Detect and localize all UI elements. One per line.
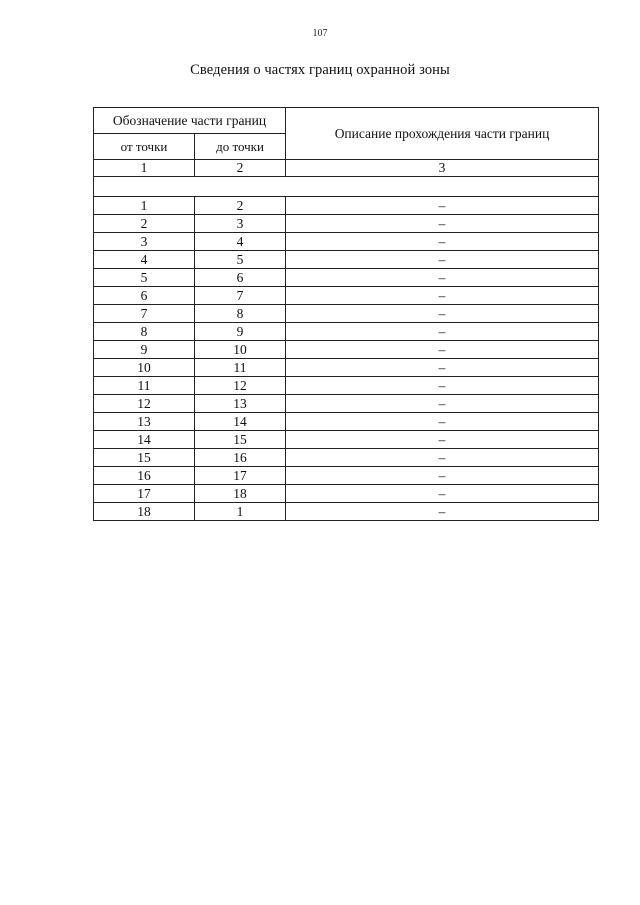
description-cell: – (286, 197, 599, 215)
description-cell: – (286, 413, 599, 431)
description-cell: – (286, 503, 599, 521)
table-row (94, 449, 599, 467)
table-row (94, 305, 599, 323)
description-cell: – (286, 269, 599, 287)
to-point-cell: 6 (195, 269, 286, 287)
description-cell: – (286, 431, 599, 449)
description-cell: – (286, 305, 599, 323)
description-cell: – (286, 449, 599, 467)
to-point-cell: 18 (195, 485, 286, 503)
to-point-cell: 4 (195, 233, 286, 251)
to-point-cell: 15 (195, 431, 286, 449)
description-cell: – (286, 395, 599, 413)
to-point-cell: 5 (195, 251, 286, 269)
description-cell: – (286, 377, 599, 395)
header-row (94, 108, 599, 134)
description-cell: – (286, 251, 599, 269)
to-point-cell: 2 (195, 197, 286, 215)
from-point-cell: 6 (94, 287, 195, 305)
to-point-cell: 13 (195, 395, 286, 413)
table-row (94, 503, 599, 521)
from-point-cell: 1 (94, 197, 195, 215)
to-point-cell: 16 (195, 449, 286, 467)
from-point-cell: 8 (94, 323, 195, 341)
from-point-cell: 11 (94, 377, 195, 395)
to-point-cell: 1 (195, 503, 286, 521)
from-point-cell: 2 (94, 215, 195, 233)
description-cell: – (286, 233, 599, 251)
to-point-cell: 11 (195, 359, 286, 377)
table-row (94, 323, 599, 341)
from-point-cell: 15 (94, 449, 195, 467)
to-point-header: до точки (195, 134, 286, 160)
column-number: 3 (286, 160, 599, 177)
table-row (94, 251, 599, 269)
column-number: 1 (94, 160, 195, 177)
from-point-cell: 5 (94, 269, 195, 287)
from-point-cell: 10 (94, 359, 195, 377)
table-row (94, 413, 599, 431)
designation-header: Обозначение части границ (94, 108, 286, 134)
description-cell: – (286, 323, 599, 341)
description-cell: – (286, 215, 599, 233)
from-point-cell: 16 (94, 467, 195, 485)
table-row (94, 197, 599, 215)
table-row (94, 467, 599, 485)
table-row (94, 341, 599, 359)
boundaries-table (93, 107, 599, 521)
description-cell: – (286, 359, 599, 377)
to-point-cell: 8 (195, 305, 286, 323)
from-point-cell: 3 (94, 233, 195, 251)
from-point-cell: 9 (94, 341, 195, 359)
to-point-cell: 12 (195, 377, 286, 395)
to-point-cell: 10 (195, 341, 286, 359)
from-point-cell: 17 (94, 485, 195, 503)
to-point-cell: 14 (195, 413, 286, 431)
column-number-row (94, 160, 599, 177)
table-row (94, 395, 599, 413)
to-point-cell: 3 (195, 215, 286, 233)
description-cell: – (286, 485, 599, 503)
from-point-cell: 7 (94, 305, 195, 323)
to-point-cell: 9 (195, 323, 286, 341)
table-row (94, 359, 599, 377)
table-row (94, 431, 599, 449)
section-label (94, 177, 599, 197)
description-cell: – (286, 341, 599, 359)
from-point-cell: 14 (94, 431, 195, 449)
from-point-cell: 13 (94, 413, 195, 431)
from-point-cell: 18 (94, 503, 195, 521)
to-point-cell: 7 (195, 287, 286, 305)
section-row (94, 177, 599, 197)
page-number: 107 (312, 28, 328, 39)
table-row (94, 377, 599, 395)
description-cell: – (286, 467, 599, 485)
table-row (94, 233, 599, 251)
from-point-cell: 4 (94, 251, 195, 269)
table-row (94, 269, 599, 287)
description-header: Описание прохождения части границ (286, 108, 599, 160)
table-row (94, 215, 599, 233)
column-number: 2 (195, 160, 286, 177)
page-title: Сведения о частях границ охранной зоны (190, 62, 450, 78)
to-point-cell: 17 (195, 467, 286, 485)
from-point-header: от точки (94, 134, 195, 160)
description-cell: – (286, 287, 599, 305)
table-row (94, 287, 599, 305)
from-point-cell: 12 (94, 395, 195, 413)
table-row (94, 485, 599, 503)
